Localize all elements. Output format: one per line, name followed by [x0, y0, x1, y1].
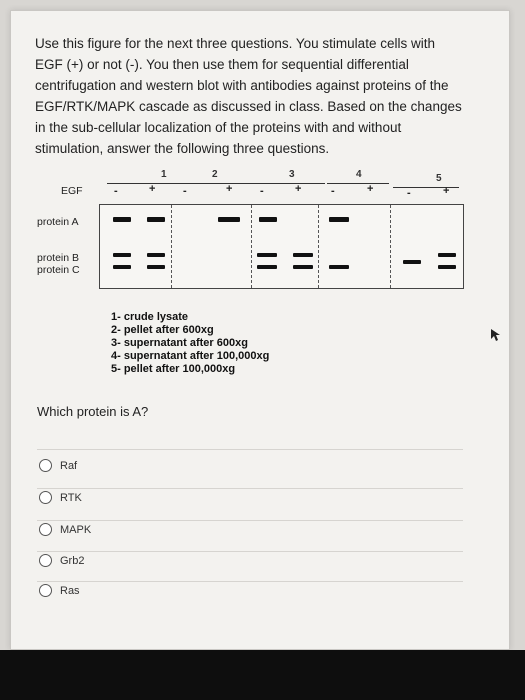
option-label: Raf [60, 459, 78, 472]
band-protein-a [113, 217, 131, 222]
lane-number: 1 [161, 169, 167, 180]
protein-c-label: protein C [37, 264, 80, 276]
band-protein-c [113, 265, 131, 269]
radio-button[interactable] [39, 584, 52, 597]
fraction-legend [111, 311, 269, 376]
egf-label: EGF [61, 185, 83, 197]
band-protein-c [293, 265, 313, 269]
option-label: MAPK [60, 523, 92, 536]
egf-sign: + [149, 183, 156, 195]
divider [37, 581, 463, 582]
option-mapk[interactable] [39, 523, 91, 536]
band-protein-a [218, 217, 240, 222]
band-protein-c [403, 260, 421, 264]
option-ras[interactable] [39, 584, 80, 597]
lane-number: 4 [356, 169, 362, 180]
lane-divider [318, 205, 319, 288]
protein-a-label: protein A [37, 216, 79, 228]
question-page [10, 10, 510, 650]
band-protein-c [438, 265, 456, 269]
question-line: EGF/RTK/MAPK cascade as discussed in class. Based on the changes [35, 99, 462, 114]
question-line: EGF (+) or not (-). You then use them for sequential differential [35, 57, 409, 72]
radio-button[interactable] [39, 554, 52, 567]
band-protein-b [147, 253, 165, 257]
option-rtk[interactable] [39, 491, 82, 504]
band-protein-b [113, 253, 131, 257]
option-label: Ras [60, 584, 80, 597]
sub-question-text: Which protein is A? [37, 404, 149, 419]
egf-sign: - [114, 185, 118, 197]
lane-number: 3 [289, 169, 295, 180]
western-blot-figure [11, 11, 509, 301]
radio-button[interactable] [39, 459, 52, 472]
band-protein-b [438, 253, 456, 257]
egf-sign: - [183, 185, 187, 197]
question-line: Use this figure for the next three questions. You stimulate cells with [35, 36, 435, 51]
band-protein-c [257, 265, 277, 269]
option-raf[interactable] [39, 459, 77, 472]
option-label: Grb2 [60, 554, 85, 567]
egf-sign: + [367, 183, 374, 195]
question-line: centrifugation and western blot with antibodies against proteins of the [35, 78, 449, 93]
divider [37, 449, 463, 450]
divider [37, 488, 463, 489]
lane-divider [251, 205, 252, 288]
band-protein-a [329, 217, 349, 222]
egf-sign: - [331, 185, 335, 197]
option-grb2[interactable] [39, 554, 84, 567]
egf-sign: + [443, 185, 450, 197]
band-protein-a [147, 217, 165, 222]
radio-button[interactable] [39, 491, 52, 504]
egf-sign: - [260, 185, 264, 197]
lane-underline [177, 183, 253, 184]
screen-bottom-bezel [0, 650, 525, 700]
band-protein-c [329, 265, 349, 269]
lane-number: 2 [212, 169, 218, 180]
egf-sign: + [295, 183, 302, 195]
band-protein-b [257, 253, 277, 257]
lane-number: 5 [436, 173, 442, 184]
divider [37, 551, 463, 552]
lane-divider [171, 205, 172, 288]
mouse-pointer-icon [491, 329, 501, 341]
legend-item: 2- pellet after 600xg [111, 324, 214, 336]
question-line: in the sub-cellular localization of the proteins with and without [35, 120, 402, 135]
legend-item: 3- supernatant after 600xg [111, 337, 248, 349]
divider [37, 520, 463, 521]
lane-underline [327, 183, 389, 184]
egf-sign: - [407, 187, 411, 199]
egf-sign: + [226, 183, 233, 195]
band-protein-a [259, 217, 277, 222]
option-label: RTK [60, 491, 82, 504]
legend-item: 1- crude lysate [111, 311, 189, 323]
legend-item: 5- pellet after 100,000xg [111, 363, 236, 375]
blot-panel [99, 204, 464, 289]
question-line: stimulation, answer the following three questions. [35, 141, 330, 156]
lane-underline [107, 183, 179, 184]
lane-underline [253, 183, 325, 184]
band-protein-b [293, 253, 313, 257]
protein-b-label: protein B [37, 252, 80, 264]
lane-divider [390, 205, 391, 288]
legend-item: 4- supernatant after 100,000xg [111, 350, 270, 362]
radio-button[interactable] [39, 523, 52, 536]
band-protein-c [147, 265, 165, 269]
